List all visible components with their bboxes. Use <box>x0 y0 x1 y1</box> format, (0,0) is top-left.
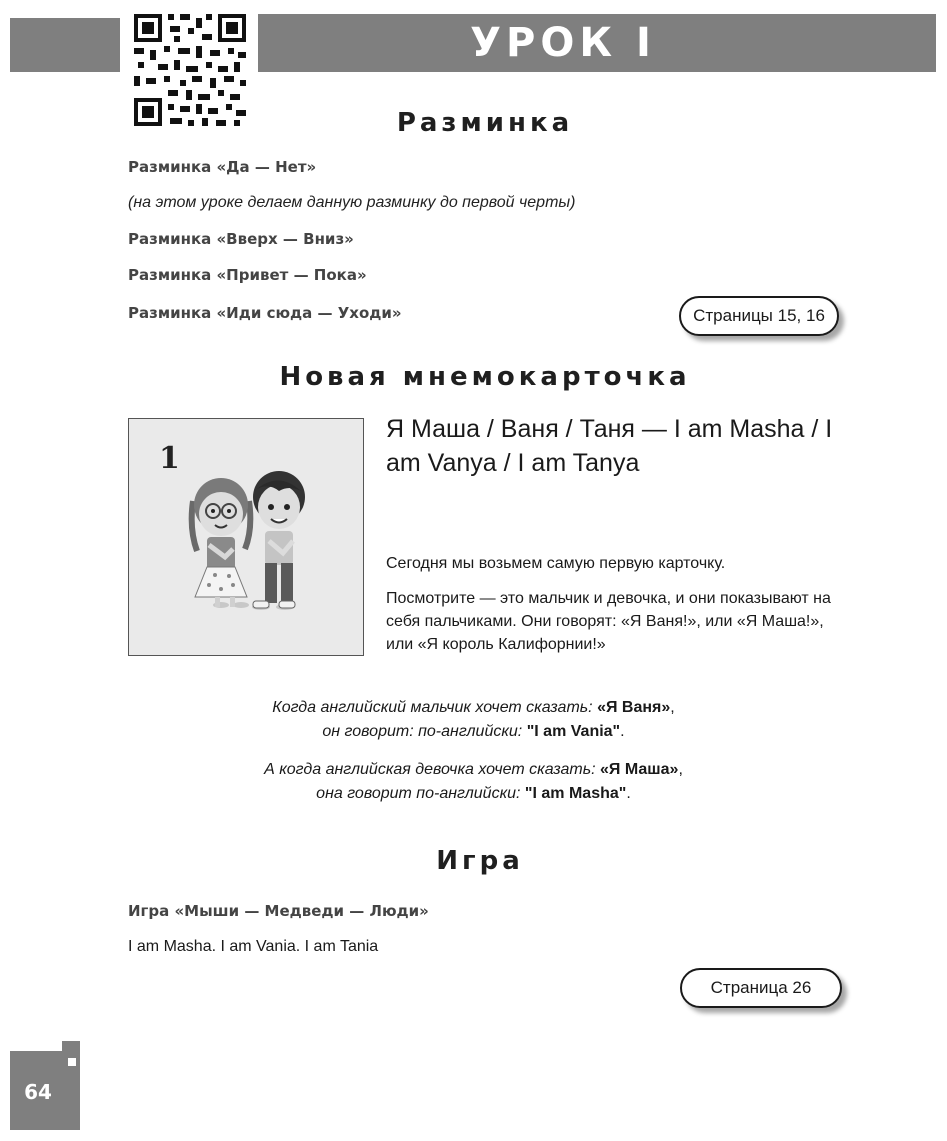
flashcard-paragraph: Сегодня мы возьмем самую первую карточку. <box>386 555 726 572</box>
explanation-italic: А когда английская девочка хочет сказать: <box>264 761 596 778</box>
page-number: 64 <box>24 1080 52 1104</box>
flashcard-heading: Новая мнемокарточка <box>279 362 691 392</box>
warmup-note: (на этом уроке делаем данную разминку до первой черты) <box>128 194 576 211</box>
explanation-line <box>0 720 947 744</box>
warmup-item: Разминка «Привет — Пока» <box>128 266 367 284</box>
explanation-line <box>0 782 947 806</box>
flashcard-phrase: Я Маша / Ваня / Таня — I am Masha / I am Vanya / I am Tanya <box>386 415 833 477</box>
flashcard-image <box>128 418 364 656</box>
page-number-decoration <box>68 1058 76 1066</box>
explanation-bold: "I am Masha" <box>524 785 627 802</box>
explanation-italic: она говорит по-английски: <box>316 785 521 802</box>
explanation-punct: , <box>678 761 683 778</box>
warmup-heading: Разминка <box>396 108 574 138</box>
page-number-decoration <box>62 1041 80 1051</box>
game-heading: Игра <box>436 846 524 876</box>
explanation-line <box>0 696 947 720</box>
qr-code-icon[interactable] <box>130 10 250 130</box>
game-phrase: I am Masha. I am Vania. I am Tania <box>128 938 379 955</box>
explanation-punct: , <box>670 699 675 716</box>
explanation-punct: . <box>620 723 625 740</box>
pages-badge: Страницы 15, 16 <box>679 296 839 336</box>
explanation-bold: "I am Vania" <box>526 723 621 740</box>
explanation-italic: Когда английский мальчик хочет сказать: <box>272 699 593 716</box>
explanation-bold: «Я Маша» <box>600 761 679 778</box>
explanation-punct: . <box>626 785 631 802</box>
game-title: Игра «Мыши — Медведи — Люди» <box>128 902 429 920</box>
warmup-item: Разминка «Иди сюда — Уходи» <box>128 304 402 322</box>
header-banner-left <box>10 18 120 72</box>
explanation-bold: «Я Ваня» <box>597 699 671 716</box>
page-badge: Страница 26 <box>680 968 842 1008</box>
card-number: 1 <box>159 441 180 476</box>
explanation-line <box>0 758 947 782</box>
children-illustration <box>129 419 363 655</box>
warmup-item: Разминка «Вверх — Вниз» <box>128 230 354 248</box>
lesson-title: УРОК I <box>470 20 656 66</box>
explanation-italic: он говорит: по-английски: <box>322 723 523 740</box>
flashcard-paragraph: Посмотрите — это мальчик и девочка, и они показывают на себя пальчиками. Они говорят: «Я Ваня!», или «Я Маша!», или «Я король Калифорнии!» <box>386 590 831 653</box>
warmup-item: Разминка «Да — Нет» <box>128 158 317 176</box>
